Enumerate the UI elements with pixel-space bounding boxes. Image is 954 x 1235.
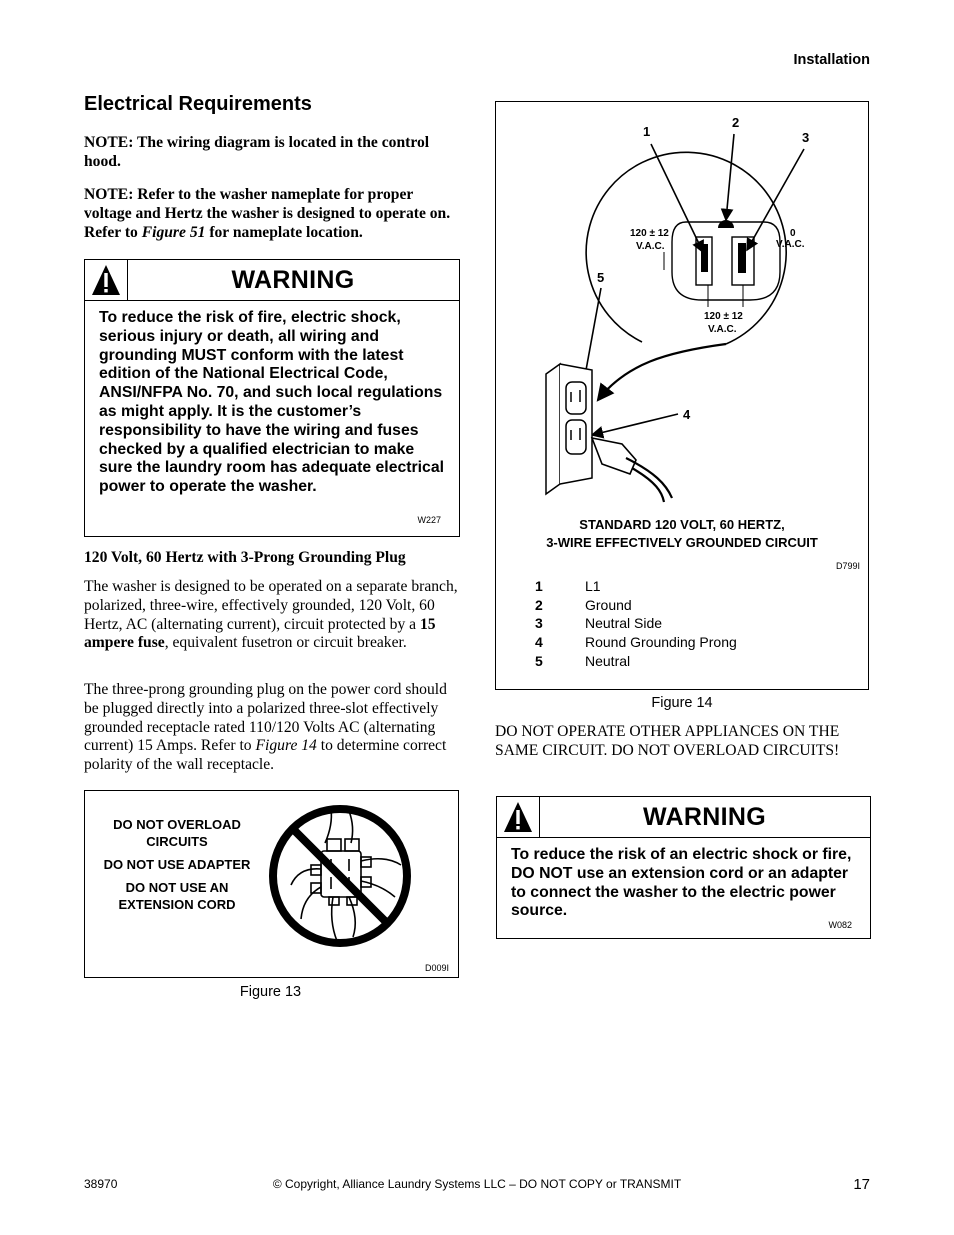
warning-title: WARNING	[643, 802, 766, 831]
diagram-title	[496, 516, 868, 552]
label-do-not-overload: DO NOT OVERLOAD CIRCUITS	[113, 817, 241, 849]
footer-copyright: © Copyright, Alliance Laundry Systems LLC – DO NOT COPY or TRANSMIT	[272, 1177, 682, 1191]
figure-14-reference: Figure 14	[255, 737, 317, 755]
warning-icon-cell	[85, 260, 128, 300]
warning-code: W082	[828, 920, 852, 930]
power-plug-icon	[592, 438, 672, 502]
voltage-left-line2: V.A.C.	[636, 241, 665, 252]
figure-14-legend	[535, 578, 835, 678]
section-title: Electrical Requirements	[84, 93, 312, 115]
legend-label: Neutral Side	[585, 615, 663, 632]
callout-2: 2	[732, 115, 740, 130]
figure-14-caption: Figure 14	[651, 695, 713, 711]
prohibited-adapter-illustration	[263, 799, 417, 953]
running-header: Installation	[793, 52, 870, 68]
callout-3: 3	[802, 130, 810, 145]
legend-label: L1	[585, 578, 601, 594]
warning-box-extension-cord	[496, 796, 871, 939]
warning-text: To reduce the risk of fire, electric shock, serious injury or death, all wiring and grounding MUST conform with the latest edition of the National Electrical Code, ANSI/NFPA No. 70, and such local regulations as might apply. It is the customer’s responsibility to have the wiring and fuses checked by a qualified electrician to make sure the laundry room has adequate electrical power to operate the washer.	[99, 309, 445, 496]
paragraph-circuit-requirements: The washer is designed to be operated on a separate branch, polarized, three-wire, effectively grounded, 120 Volt, 60 Hertz, AC (alternating current), circuit protected by a 15 ampere fuse, equivalent fusetron or circuit breaker.	[84, 578, 458, 652]
caution-other-appliances: DO NOT OPERATE OTHER APPLIANCES ON THE SAME CIRCUIT. DO NOT OVERLOAD CIRCUITS!	[495, 723, 840, 759]
figure-13-code: D009I	[424, 963, 449, 973]
warning-title: WARNING	[231, 265, 355, 294]
callout-4: 4	[683, 407, 691, 422]
label-do-not-use-extension-cord: DO NOT USE AN EXTENSION CORD	[118, 880, 236, 912]
paragraph-grounding-plug: The three-prong grounding plug on the power cord should be plugged directly into a polarized three-slot effectively grounded receptacle rated 110/120 Volts AC (alternating current) 15 Amps. Refer to Figure 14 to determine correct polarity of the wall receptacle.	[84, 681, 447, 774]
legend-label: Neutral	[585, 652, 631, 669]
legend-number: 3	[535, 615, 543, 632]
page-number: 17	[853, 1176, 870, 1193]
subheading-3-prong-plug: 120 Volt, 60 Hertz with 3-Prong Grounding Plug	[84, 549, 406, 566]
figure-14-box	[495, 101, 869, 690]
callout-5: 5	[597, 270, 605, 285]
warning-header	[85, 260, 459, 301]
callout-1: 1	[643, 124, 651, 139]
warning-header	[497, 797, 870, 838]
legend-label: Round Grounding Prong	[585, 634, 737, 651]
wall-plate-icon	[546, 364, 592, 494]
legend-number: 1	[535, 578, 543, 594]
figure-13-box	[84, 790, 459, 978]
note-nameplate: NOTE: Refer to the washer nameplate for proper voltage and Hertz the washer is designed to operate on. Refer to Figure 51 for nameplate location.	[84, 186, 451, 241]
warning-triangle-icon	[91, 264, 121, 296]
figure-13-caption: Figure 13	[239, 984, 302, 1000]
warning-text: To reduce the risk of an electric shock or fire, DO NOT use an extension cord or an adapter to connect the washer to the electric power source.	[511, 846, 852, 920]
receptacle-polarity-diagram	[496, 102, 868, 512]
diagram-title-2: 3-WIRE EFFECTIVELY GROUNDED CIRCUIT	[546, 535, 818, 550]
figure-51-reference: Figure 51	[141, 224, 206, 241]
figure-13-labels	[101, 816, 253, 913]
magnified-receptacle	[586, 152, 786, 400]
diagram-title-1: STANDARD 120 VOLT, 60 HERTZ,	[579, 517, 785, 532]
prohibition-slash	[293, 829, 387, 923]
label-do-not-use-adapter: DO NOT USE ADAPTER	[103, 857, 251, 872]
voltage-right-line1: 0	[790, 228, 796, 239]
legend-number: 5	[535, 652, 543, 669]
voltage-right-line2: V.A.C.	[776, 239, 805, 250]
fuse-rating: 15 ampere fuse	[84, 615, 436, 652]
legend-number: 2	[535, 596, 543, 613]
note-wiring-diagram: NOTE: The wiring diagram is located in the control hood.	[84, 134, 430, 170]
figure-14-code: D799I	[835, 561, 860, 571]
footer-doc-number: 38970	[84, 1177, 118, 1191]
warning-icon-cell	[497, 797, 540, 837]
warning-code: W227	[417, 515, 441, 525]
warning-box-fire-shock	[84, 259, 460, 537]
voltage-left-line1: 120 ± 12	[630, 228, 669, 239]
legend-number: 4	[535, 634, 543, 651]
warning-triangle-icon	[503, 801, 533, 833]
voltage-bottom-line2: V.A.C.	[708, 324, 737, 335]
legend-label: Ground	[585, 596, 632, 613]
voltage-bottom-line1: 120 ± 12	[704, 311, 743, 322]
